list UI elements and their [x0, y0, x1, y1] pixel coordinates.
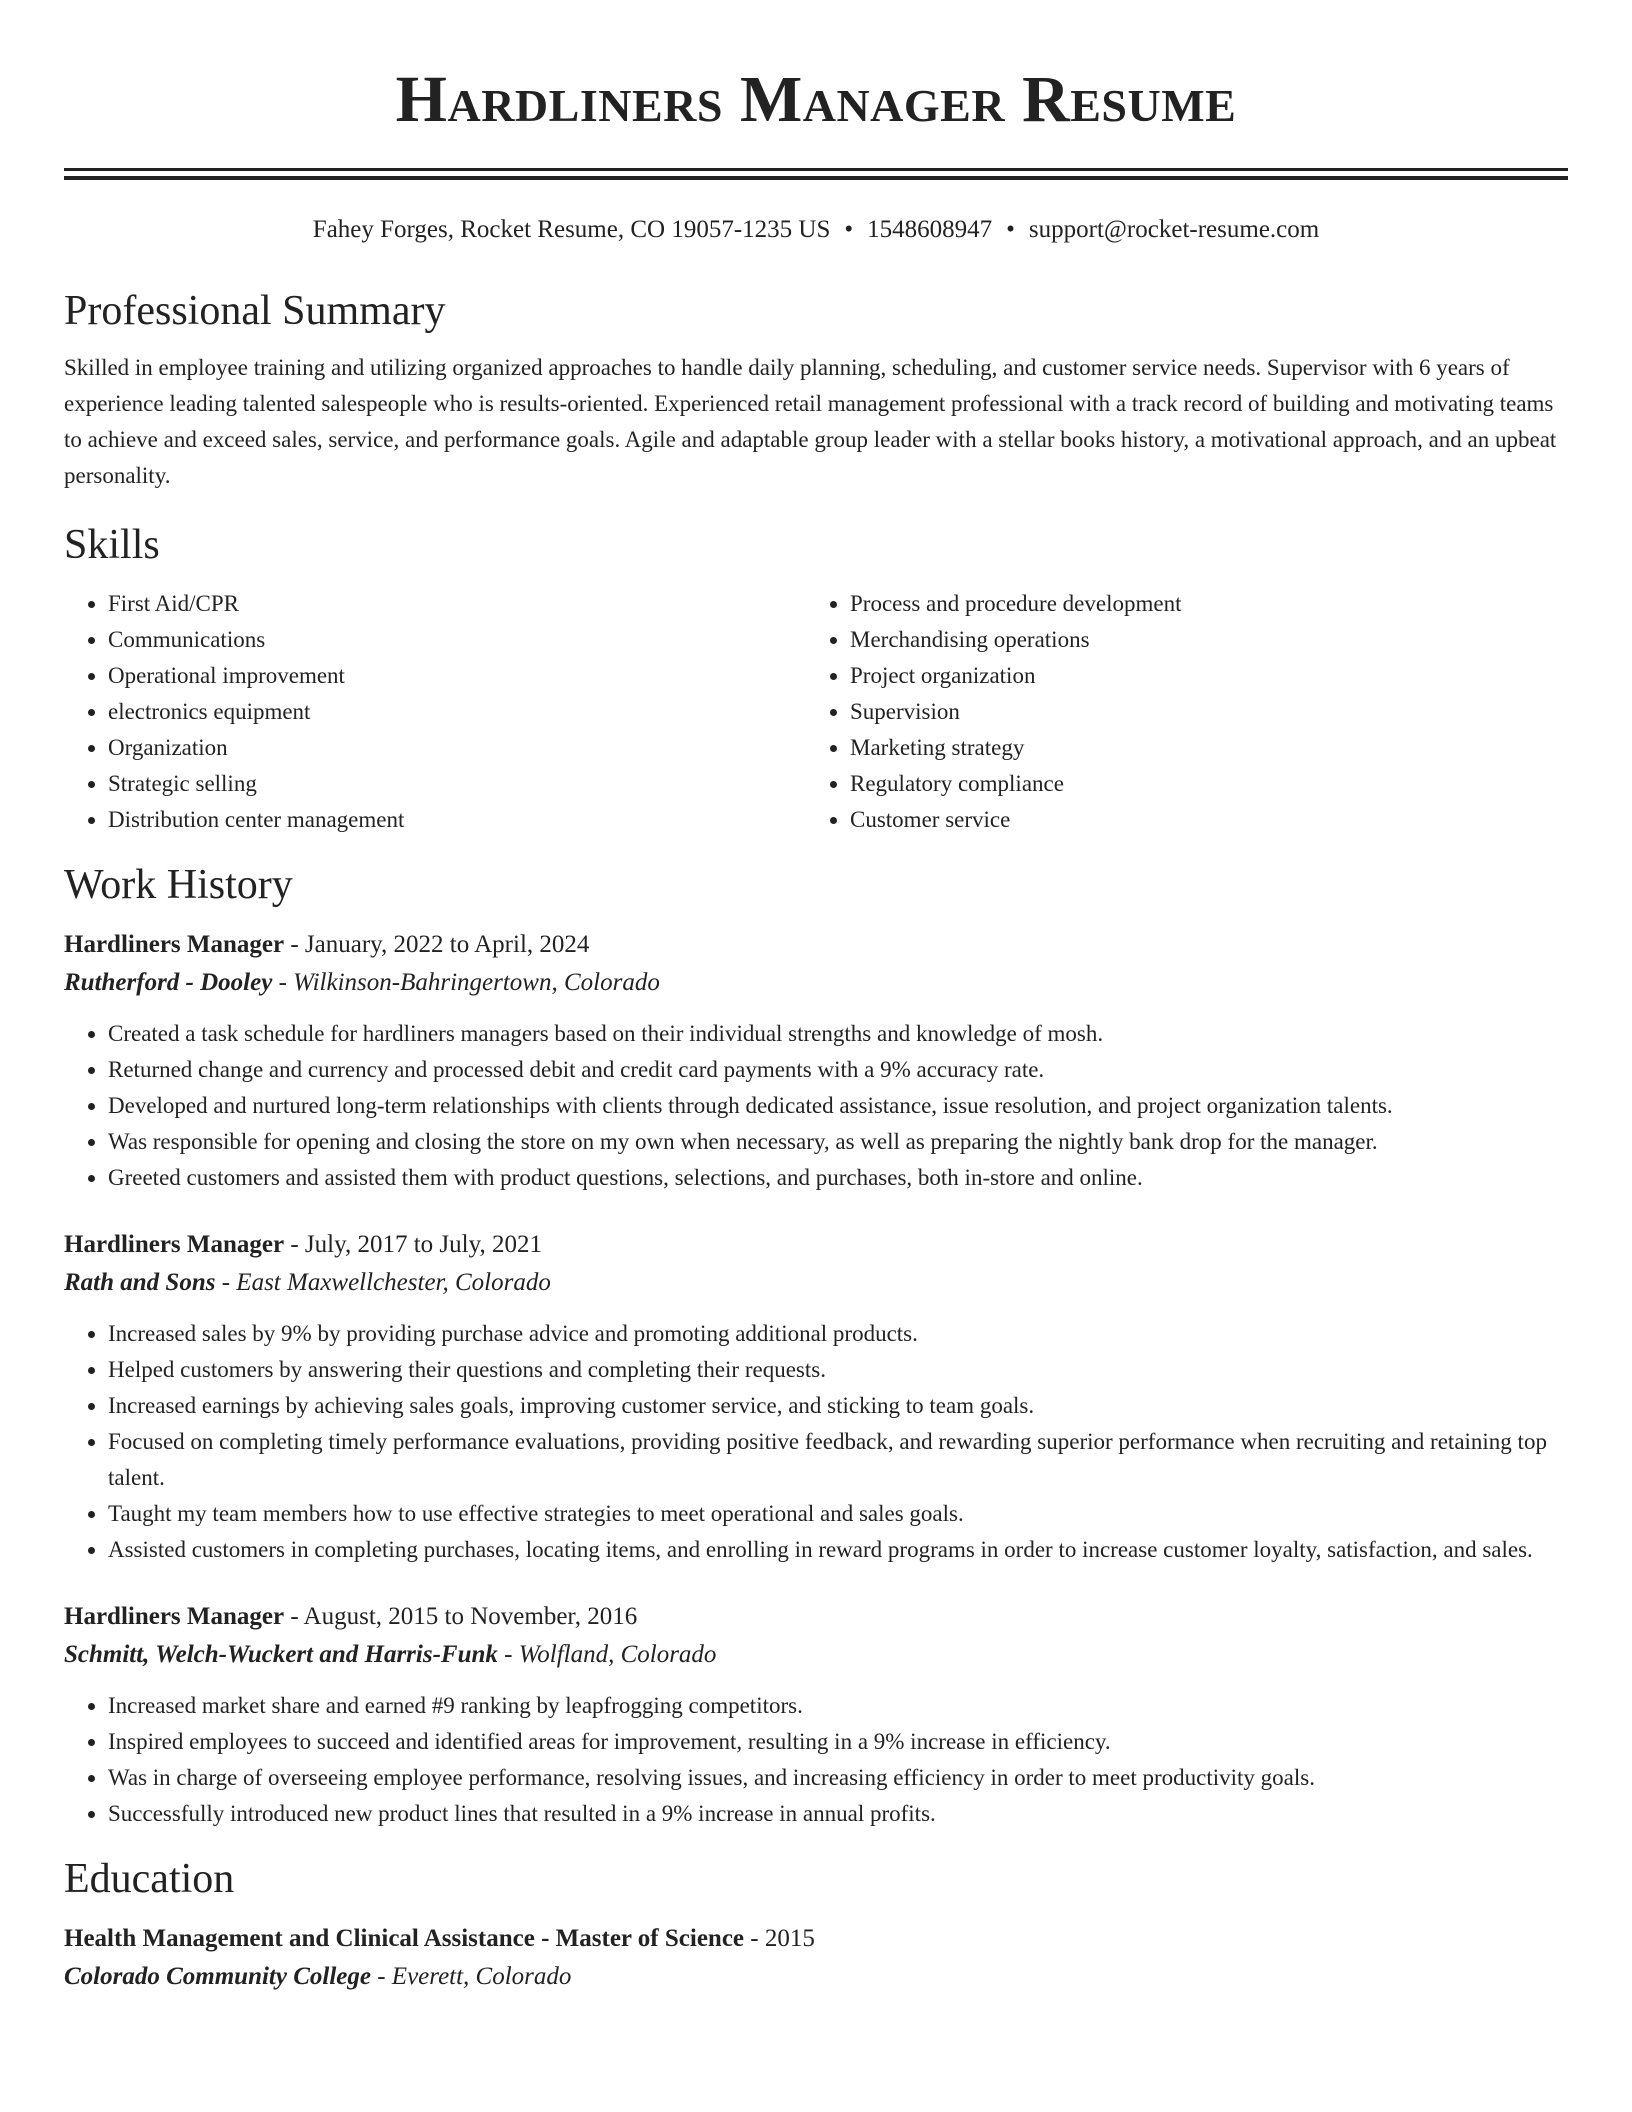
job-bullet: • Taught my team members how to use effective strategies to meet operational and sales goals.	[108, 1496, 1568, 1532]
job-location: - Wolfland, Colorado	[497, 1641, 717, 1668]
skill-item: • Regulatory compliance	[850, 766, 1548, 802]
job-company: Rutherford - Dooley	[64, 969, 273, 996]
job-entry	[64, 1226, 1568, 1568]
job-bullet: • Inspired employees to succeed and identified areas for improvement, resulting in a 9% increase in efficiency.	[108, 1724, 1568, 1760]
job-bullet: • Was in charge of overseeing employee performance, resolving issues, and increasing efficiency in order to meet productivity goals.	[108, 1760, 1568, 1796]
contact-phone: 1548608947	[867, 216, 993, 243]
job-location: - East Maxwellchester, Colorado	[215, 1269, 551, 1296]
job-title: Hardliners Manager	[64, 1603, 285, 1630]
job-bullet: • Increased market share and earned #9 ranking by leapfrogging competitors.	[108, 1688, 1568, 1724]
skill-item: • Marketing strategy	[850, 730, 1548, 766]
job-bullets	[64, 1016, 1568, 1196]
skill-item: • Strategic selling	[108, 766, 806, 802]
job-bullets	[64, 1316, 1568, 1568]
skill-item: • Supervision	[850, 694, 1548, 730]
job-title-line	[64, 1598, 1568, 1636]
job-bullet: • Increased sales by 9% by providing purchase advice and promoting additional products.	[108, 1316, 1568, 1352]
skill-item: • Customer service	[850, 802, 1548, 838]
job-bullet: • Created a task schedule for hardliners managers based on their individual strengths and knowledge of mosh.	[108, 1016, 1568, 1052]
job-bullet: • Focused on completing timely performance evaluations, providing positive feedback, and rewarding superior performance when recruiting and retaining top talent.	[108, 1424, 1568, 1496]
job-bullet: • Increased earnings by achieving sales goals, improving customer service, and sticking to team goals.	[108, 1388, 1568, 1424]
job-bullet: • Developed and nurtured long-term relationships with clients through dedicated assistance, issue resolution, and project organization talents.	[108, 1088, 1568, 1124]
contact-line	[64, 214, 1568, 246]
skill-item: • Process and procedure development	[850, 586, 1548, 622]
contact-separator: •	[844, 216, 854, 243]
job-entry	[64, 926, 1568, 1196]
education-location: - Everett, Colorado	[370, 1963, 572, 1990]
job-title-line	[64, 926, 1568, 964]
skills-list	[64, 586, 1568, 838]
job-bullet: • Assisted customers in completing purchases, locating items, and enrolling in reward programs in order to increase customer loyalty, satisfaction, and sales.	[108, 1532, 1568, 1568]
skill-item: • Operational improvement	[108, 658, 806, 694]
skill-item: • Organization	[108, 730, 806, 766]
work-history-heading: Work History	[64, 862, 293, 908]
summary-heading: Professional Summary	[64, 288, 446, 334]
job-dates: - August, 2015 to November, 2016	[284, 1603, 638, 1630]
education-school-line	[64, 1958, 1568, 1996]
job-title-line	[64, 1226, 1568, 1264]
job-entry	[64, 1598, 1568, 1832]
job-dates: - July, 2017 to July, 2021	[284, 1231, 542, 1258]
contact-address: Fahey Forges, Rocket Resume, CO 19057-1235 US	[312, 216, 831, 243]
job-bullet: • Helped customers by answering their questions and completing their requests.	[108, 1352, 1568, 1388]
job-bullet: • Greeted customers and assisted them with product questions, selections, and purchases, both in-store and online.	[108, 1160, 1568, 1196]
education-school: Colorado Community College	[64, 1963, 371, 1990]
summary-text: Skilled in employee training and utilizing organized approaches to handle daily planning, scheduling, and customer service needs. Supervisor with 6 years of experience leading talented salespeople who is results-oriented. Experienced retail management professional with a track record of building and motivating teams to achieve and exceed sales, service, and performance goals. Agile and adaptable group leader with a stellar books history, a motivational approach, and an upbeat personality.	[64, 355, 1557, 488]
job-bullet: • Successfully introduced new product lines that resulted in a 9% increase in annual profits.	[108, 1796, 1568, 1832]
resume-title: Hardliners Manager Resume	[395, 63, 1237, 136]
job-bullets	[64, 1688, 1568, 1832]
contact-separator: •	[1006, 216, 1015, 243]
skill-item: • Merchandising operations	[850, 622, 1548, 658]
education-degree: Health Management and Clinical Assistance - Master of Science	[64, 1925, 745, 1952]
job-company-line	[64, 964, 1568, 1002]
contact-email: support@rocket-resume.com	[1028, 216, 1320, 243]
job-bullet: • Returned change and currency and processed debit and credit card payments with a 9% accuracy rate.	[108, 1052, 1568, 1088]
job-title: Hardliners Manager	[64, 931, 285, 958]
job-company: Schmitt, Welch-Wuckert and Harris-Funk	[64, 1641, 498, 1668]
skill-item: • electronics equipment	[108, 694, 806, 730]
job-dates: - January, 2022 to April, 2024	[284, 931, 590, 958]
skill-item: • First Aid/CPR	[108, 586, 806, 622]
job-location: - Wilkinson-Bahringertown, Colorado	[272, 969, 660, 996]
job-bullet: • Was responsible for opening and closing the store on my own when necessary, as well as preparing the nightly bank drop for the manager.	[108, 1124, 1568, 1160]
education-degree-line	[64, 1920, 1568, 1958]
skills-column-right	[806, 586, 1548, 838]
job-title: Hardliners Manager	[64, 1231, 285, 1258]
skills-heading: Skills	[64, 522, 160, 568]
skill-item: • Distribution center management	[108, 802, 806, 838]
job-company: Rath and Sons	[64, 1269, 216, 1296]
skills-column-left	[64, 586, 806, 838]
title-divider	[64, 168, 1568, 180]
education-entry	[64, 1920, 1568, 1996]
skill-item: • Project organization	[850, 658, 1548, 694]
skill-item: • Communications	[108, 622, 806, 658]
education-year: - 2015	[744, 1925, 815, 1952]
job-company-line	[64, 1636, 1568, 1674]
job-company-line	[64, 1264, 1568, 1302]
education-heading: Education	[64, 1856, 235, 1902]
